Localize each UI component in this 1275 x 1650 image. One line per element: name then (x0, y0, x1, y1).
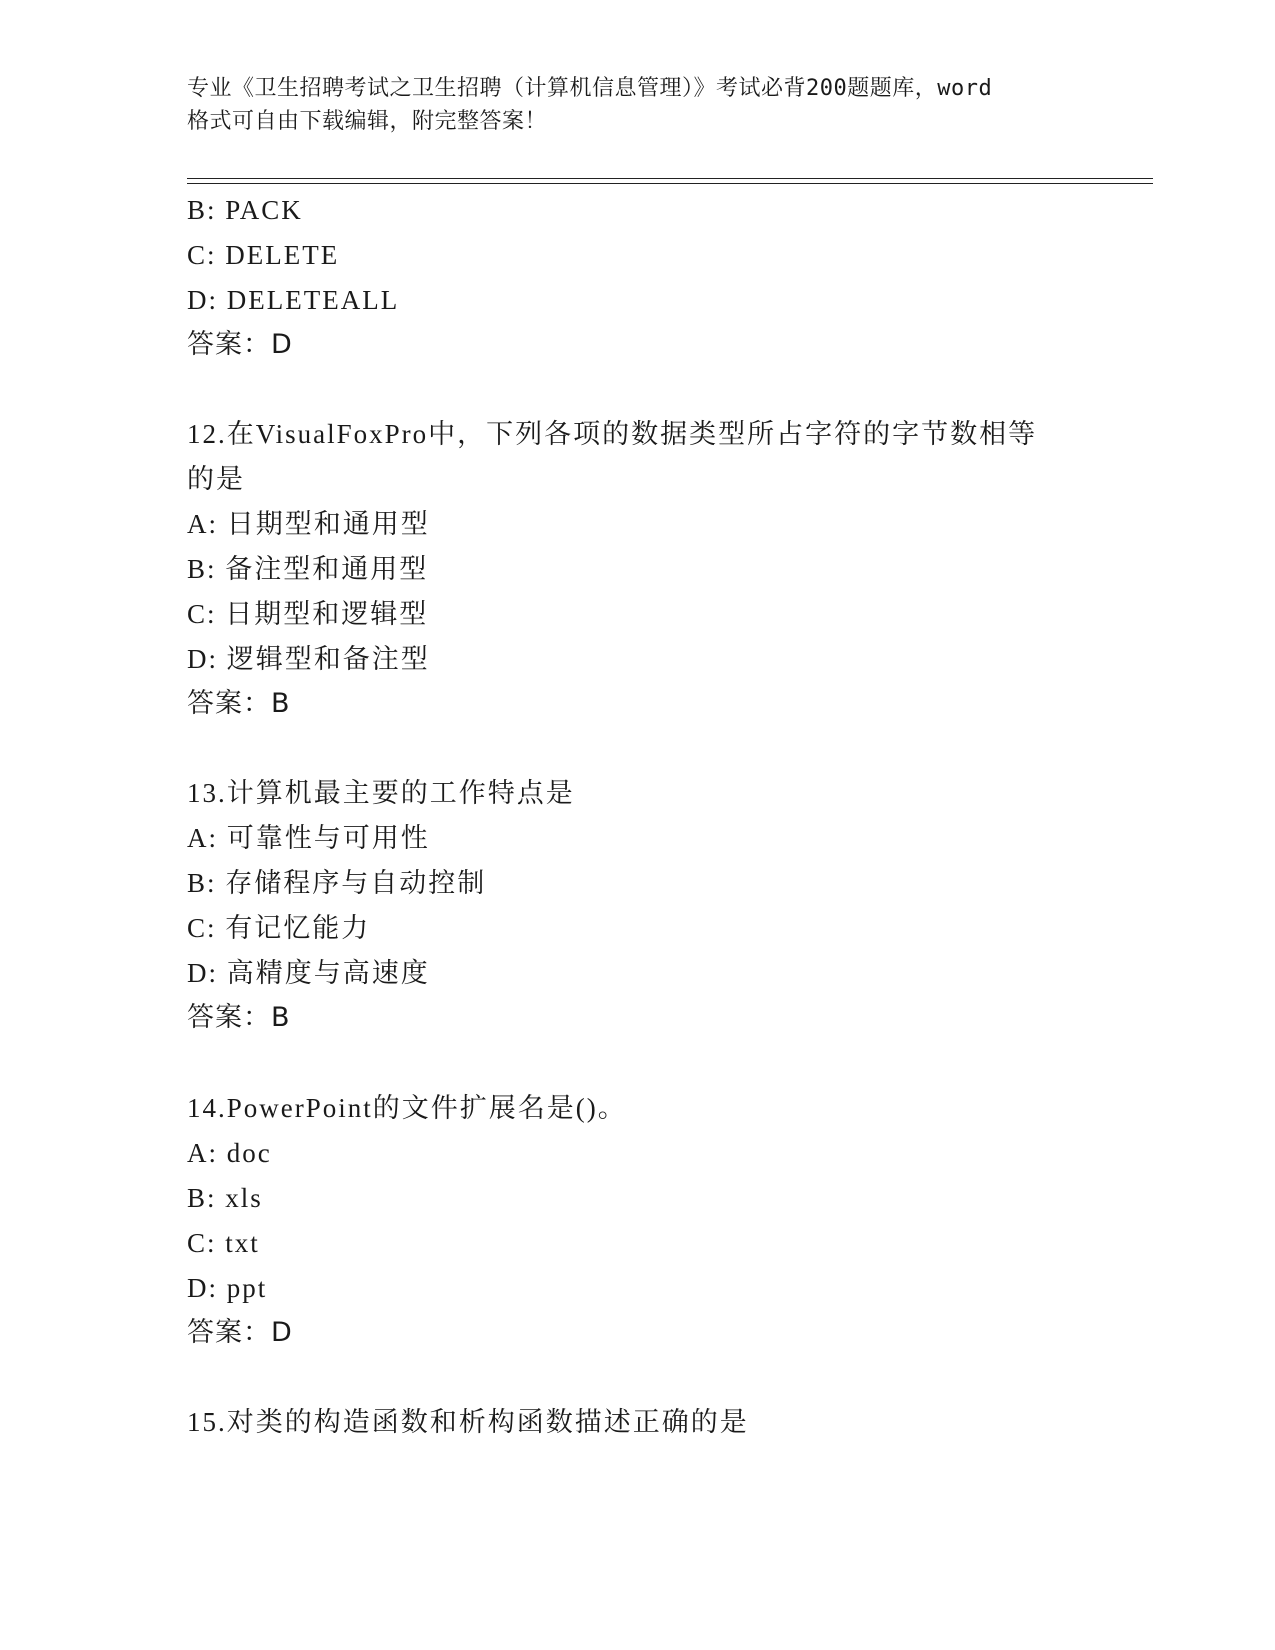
document-header (187, 72, 1087, 138)
q13-option-c: C: 有记忆能力 (187, 913, 371, 943)
q14-option-b: B: xls (187, 1183, 263, 1213)
header-title-line-1: 专业《卫生招聘考试之卫生招聘（计算机信息管理）》考试必背200题题库，word (187, 76, 993, 101)
q13-stem: 13.计算机最主要的工作特点是 (187, 778, 575, 808)
q14-answer: 答案：D (187, 1317, 293, 1348)
q11-option-b: B: PACK (187, 195, 303, 225)
q12-option-a: A: 日期型和通用型 (187, 509, 430, 539)
q14-option-a: A: doc (187, 1138, 272, 1168)
q14-option-d: D: ppt (187, 1273, 268, 1303)
q12-answer: 答案：B (187, 688, 291, 719)
q13-option-d: D: 高精度与高速度 (187, 958, 430, 988)
q11-answer: 答案：D (187, 329, 293, 360)
q13-option-a: A: 可靠性与可用性 (187, 823, 430, 853)
q12-option-c: C: 日期型和逻辑型 (187, 599, 429, 629)
header-title-line-2: 格式可自由下载编辑，附完整答案！ (187, 109, 548, 134)
q14-option-c: C: txt (187, 1228, 260, 1258)
header-divider-bottom (187, 183, 1153, 184)
q15-stem: 15.对类的构造函数和析构函数描述正确的是 (187, 1407, 749, 1437)
q11-option-c: C: DELETE (187, 240, 340, 270)
q11-option-d: D: DELETEALL (187, 285, 400, 315)
header-divider-top (187, 178, 1153, 179)
q13-option-b: B: 存储程序与自动控制 (187, 868, 487, 898)
q13-answer: 答案：B (187, 1002, 291, 1033)
q12-option-d: D: 逻辑型和备注型 (187, 644, 430, 674)
q14-stem: 14.PowerPoint的文件扩展名是()。 (187, 1093, 627, 1123)
q12-stem-line-2: 的是 (187, 464, 245, 494)
q12-option-b: B: 备注型和通用型 (187, 554, 429, 584)
q12-stem-line-1: 12.在VisualFoxPro中，下列各项的数据类型所占字符的字节数相等 (187, 419, 1038, 449)
